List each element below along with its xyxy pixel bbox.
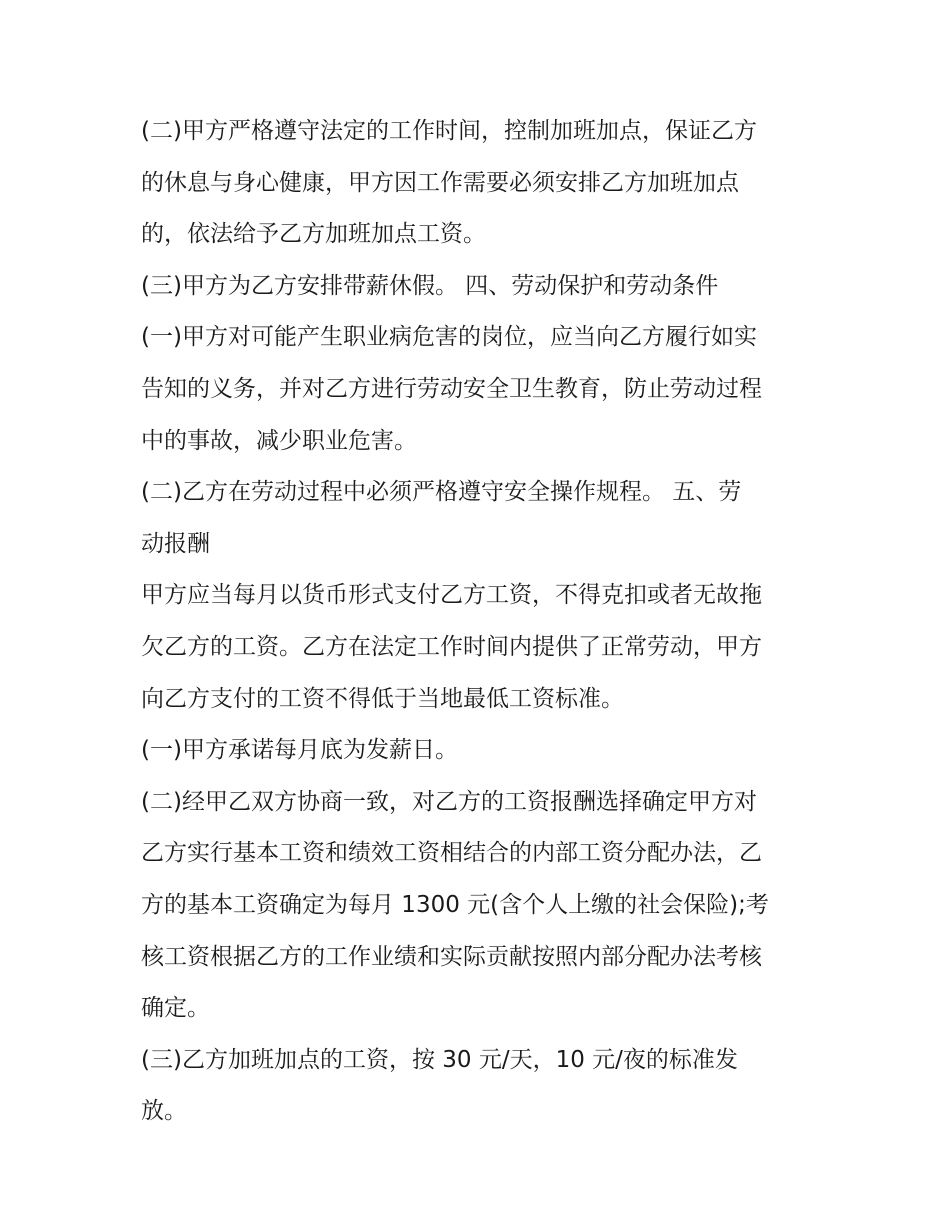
text-line: 动报酬 — [141, 530, 210, 557]
text-line: 放。 — [141, 1098, 187, 1125]
text-line: 甲方应当每月以货币形式支付乙方工资，不得克扣或者无故拖 — [141, 582, 762, 609]
text-line: (二)甲方严格遵守法定的工作时间，控制加班加点，保证乙方 — [141, 118, 757, 144]
text-line: (二)经甲乙双方协商一致，对乙方的工资报酬选择确定甲方对 — [141, 788, 757, 815]
text-line: (一)甲方对可能产生职业病危害的岗位，应当向乙方履行如实 — [141, 324, 757, 351]
text-line: 向乙方支付的工资不得低于当地最低工资标准。 — [141, 685, 624, 712]
text-line: 方的基本工资确定为每月 1300 元(含个人上缴的社会保险);考 — [141, 891, 769, 918]
text-line: 告知的义务，并对乙方进行劳动安全卫生教育，防止劳动过程 — [141, 375, 762, 402]
text-line: 核工资根据乙方的工作业绩和实际贡献按照内部分配办法考核 — [141, 943, 762, 970]
text-line: 确定。 — [141, 995, 210, 1022]
text-line: 的休息与身心健康，甲方因工作需要必须安排乙方加班加点 — [141, 169, 739, 196]
text-line: (三)甲方为乙方安排带薪休假。 四、劳动保护和劳动条件 — [141, 272, 719, 299]
text-line: 的，依法给予乙方加班加点工资。 — [141, 221, 486, 248]
text-line: 欠乙方的工资。乙方在法定工作时间内提供了正常劳动，甲方 — [141, 633, 762, 660]
text-line: 中的事故，减少职业危害。 — [141, 427, 417, 454]
text-line: 乙方实行基本工资和绩效工资相结合的内部工资分配办法，乙 — [141, 840, 762, 867]
text-line: (二)乙方在劳动过程中必须严格遵守安全操作规程。 五、劳 — [141, 479, 742, 506]
text-line: (三)乙方加班加点的工资，按 30 元/天，10 元/夜的标准发 — [141, 1046, 738, 1073]
text-line: (一)甲方承诺每月底为发薪日。 — [141, 737, 458, 764]
document-body — [141, 106, 821, 1138]
